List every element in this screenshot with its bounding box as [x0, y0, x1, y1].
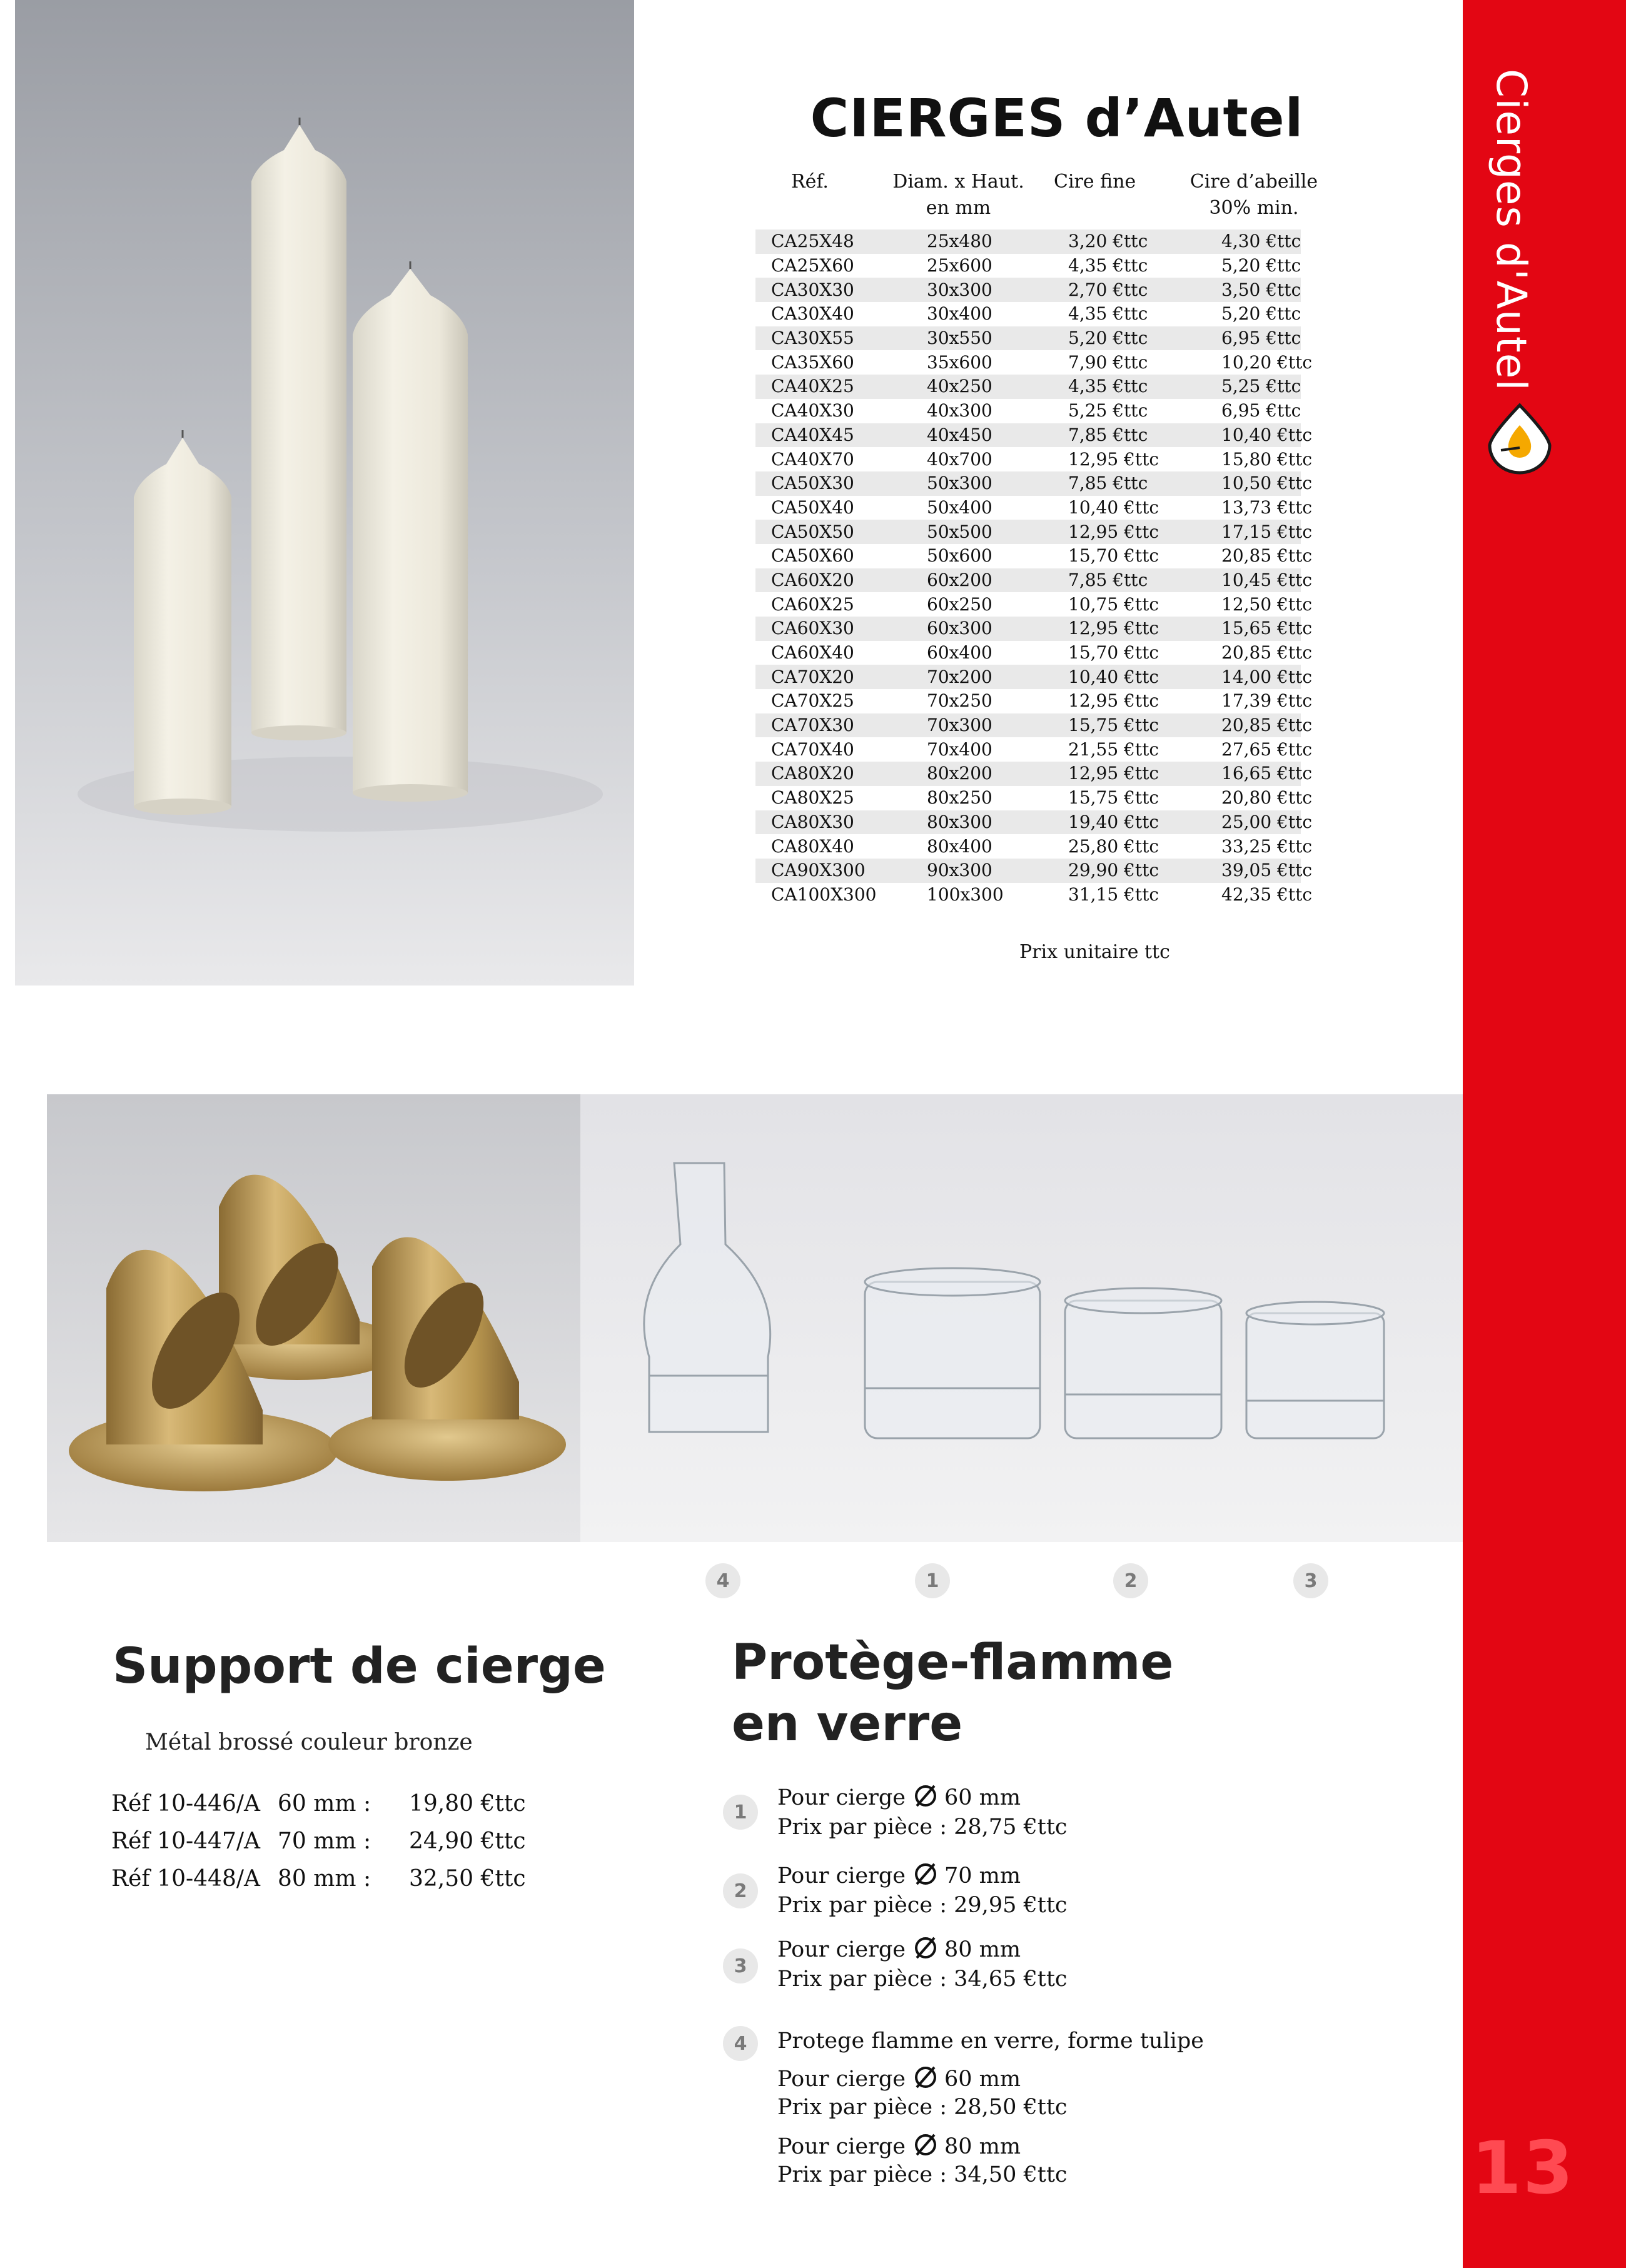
glass-item-for-candle: Pour cierge: [777, 1785, 906, 1810]
glass-item-price: 28,50 €ttc: [954, 2095, 1068, 2120]
cell-ref: CA60X20: [771, 569, 854, 590]
cell-cire-fine-price: 5,20 €ttc: [1068, 328, 1148, 349]
cell-cire-abeille-price: 20,85 €ttc: [1221, 642, 1313, 663]
cell-cire-abeille-price: 27,65 €ttc: [1221, 738, 1313, 760]
table-row: [755, 786, 1313, 810]
cell-cire-fine-price: 12,95 €ttc: [1068, 690, 1159, 712]
table-row: [755, 375, 1301, 399]
table-row: [755, 423, 1313, 448]
header-diameter-line2: en mm: [926, 197, 991, 219]
cell-cire-abeille-price: 5,20 €ttc: [1221, 303, 1301, 325]
price-table: [755, 229, 1313, 907]
page-title: CIERGES d’Autel: [810, 88, 1304, 149]
glass-item-size: 60 mm: [944, 2067, 1021, 2092]
cell-ref: CA50X40: [771, 496, 854, 518]
cell-cire-fine-price: 21,55 €ttc: [1068, 738, 1159, 760]
cell-cire-abeille-price: 20,80 €ttc: [1221, 787, 1313, 809]
side-section-title: Cierges d'Autel: [1487, 69, 1535, 391]
cell-cire-fine-price: 7,85 €ttc: [1068, 424, 1148, 445]
glass-flame-protectors-photo: [580, 1094, 1463, 1542]
header-cire-abeille-line1: Cire d’abeille: [1189, 171, 1318, 193]
glass-item-price: 28,75 €ttc: [954, 1815, 1068, 1840]
header-diameter: [891, 169, 1026, 221]
cell-cire-abeille-price: 13,73 €ttc: [1221, 496, 1313, 518]
cell-cire-fine-price: 4,35 €ttc: [1068, 255, 1148, 276]
glass-title: [732, 1632, 1173, 1755]
cell-ref: CA50X50: [771, 521, 854, 542]
glass-item-line2: [777, 2160, 1067, 2190]
table-row: [755, 278, 1301, 302]
cell-ref: CA25X60: [771, 255, 854, 276]
table-row: [755, 399, 1301, 423]
cell-dimensions: 80x250: [927, 787, 992, 809]
glass-item-for-candle: Pour cierge: [777, 2134, 906, 2159]
header-ref: [791, 169, 829, 195]
cell-cire-abeille-price: 20,85 €ttc: [1221, 545, 1313, 567]
cell-dimensions: 70x250: [927, 690, 992, 712]
cell-cire-abeille-price: 16,65 €ttc: [1221, 763, 1313, 784]
table-row: [755, 496, 1313, 520]
cell-cire-abeille-price: 15,65 €ttc: [1221, 618, 1313, 639]
cell-cire-fine-price: 31,15 €ttc: [1068, 884, 1159, 905]
cell-cire-abeille-price: 4,30 €ttc: [1221, 231, 1301, 252]
glass-item-for-candle: Pour cierge: [777, 1863, 906, 1888]
cell-ref: CA80X20: [771, 763, 854, 784]
glass-tulip-description: Protege flamme en verre, forme tulipe: [777, 2029, 1204, 2054]
cell-ref: CA60X30: [771, 618, 854, 639]
flame-logo-icon: [1482, 400, 1557, 475]
support-size: 60 mm :: [278, 1791, 371, 1817]
cell-ref: CA60X25: [771, 593, 854, 615]
cell-cire-fine-price: 10,75 €ttc: [1068, 593, 1159, 615]
cell-ref: CA70X30: [771, 715, 854, 736]
table-row: [755, 641, 1313, 665]
support-subtitle: Métal brossé couleur bronze: [145, 1730, 473, 1755]
cell-ref: CA100X300: [771, 884, 877, 905]
cell-cire-fine-price: 12,95 €ttc: [1068, 618, 1159, 639]
cell-ref: CA35X60: [771, 351, 854, 373]
diameter-icon: [912, 2064, 939, 2091]
cell-ref: CA30X40: [771, 303, 854, 325]
table-row: [755, 326, 1301, 351]
glass-item-badge: 4: [723, 2026, 758, 2061]
photo-badge: 4: [705, 1563, 740, 1598]
diameter-icon: [912, 2131, 939, 2159]
cell-dimensions: 50x400: [927, 496, 992, 518]
support-ref: Réf 10-447/A: [111, 1828, 260, 1854]
cell-dimensions: 90x300: [927, 860, 992, 881]
cell-ref: CA80X25: [771, 787, 854, 809]
cell-cire-abeille-price: 25,00 €ttc: [1221, 811, 1313, 832]
table-row: [755, 520, 1313, 544]
cell-ref: CA50X60: [771, 545, 854, 567]
cell-dimensions: 50x300: [927, 473, 992, 494]
cell-cire-abeille-price: 17,39 €ttc: [1221, 690, 1313, 712]
cell-ref: CA70X25: [771, 690, 854, 712]
support-price: 32,50 €ttc: [409, 1866, 526, 1892]
glass-item-line1: [777, 1934, 1021, 1965]
cell-cire-fine-price: 25,80 €ttc: [1068, 835, 1159, 857]
cell-cire-fine-price: 15,75 €ttc: [1068, 787, 1159, 809]
table-row: [755, 859, 1313, 883]
cell-dimensions: 25x480: [927, 231, 992, 252]
cell-dimensions: 80x300: [927, 811, 992, 832]
glass-item-line1: [777, 1782, 1021, 1813]
glass-item-size: 70 mm: [944, 1863, 1021, 1888]
cell-ref: CA70X40: [771, 738, 854, 760]
cell-dimensions: 40x300: [927, 400, 992, 421]
page-number: 13: [1471, 2126, 1575, 2210]
table-row: [755, 762, 1313, 786]
table-row: [755, 229, 1301, 254]
cell-dimensions: 60x400: [927, 642, 992, 663]
cell-cire-fine-price: 7,85 €ttc: [1068, 473, 1148, 494]
glass-item-price: 34,50 €ttc: [954, 2162, 1068, 2187]
cell-cire-abeille-price: 10,45 €ttc: [1221, 569, 1313, 590]
glass-item-price-label: Prix par pièce :: [777, 1815, 947, 1840]
table-row: [755, 254, 1301, 278]
cell-cire-abeille-price: 15,80 €ttc: [1221, 448, 1313, 470]
cell-ref: CA90X300: [771, 860, 866, 881]
support-title: Support de cierge: [113, 1638, 606, 1695]
glass-item-price-label: Prix par pièce :: [777, 2162, 947, 2187]
support-price-row: [111, 1791, 559, 1817]
glass-item-line1: [777, 1860, 1021, 1891]
glass-item-price-label: Prix par pièce :: [777, 2095, 947, 2120]
cell-cire-fine-price: 15,75 €ttc: [1068, 715, 1159, 736]
table-row: [755, 447, 1313, 471]
cell-cire-fine-price: 10,40 €ttc: [1068, 496, 1159, 518]
altar-candles-photo: [15, 0, 634, 985]
cell-cire-abeille-price: 10,50 €ttc: [1221, 473, 1313, 494]
glass-item-size: 80 mm: [944, 1937, 1021, 1962]
cell-dimensions: 40x250: [927, 376, 992, 397]
cell-cire-abeille-price: 10,40 €ttc: [1221, 424, 1313, 445]
cell-cire-abeille-price: 12,50 €ttc: [1221, 593, 1313, 615]
cell-ref: CA25X48: [771, 231, 854, 252]
glass-item-line2: [777, 2092, 1067, 2122]
cell-cire-fine-price: 29,90 €ttc: [1068, 860, 1159, 881]
table-row: [755, 471, 1313, 496]
glass-item-size: 60 mm: [944, 1785, 1021, 1810]
cell-cire-abeille-price: 5,25 €ttc: [1221, 376, 1301, 397]
photo-badge: 1: [915, 1563, 950, 1598]
glass-item-badge: 2: [723, 1873, 758, 1908]
price-note: Prix unitaire ttc: [1019, 941, 1170, 963]
bronze-candle-holders-photo: [47, 1094, 580, 1542]
cell-cire-fine-price: 4,35 €ttc: [1068, 303, 1148, 325]
table-row: [755, 544, 1313, 568]
glass-item-line1: [777, 2064, 1021, 2094]
cell-dimensions: 60x250: [927, 593, 992, 615]
cell-cire-abeille-price: 17,15 €ttc: [1221, 521, 1313, 542]
glass-title-line2: en verre: [732, 1696, 963, 1752]
header-ref-label: Réf.: [791, 171, 829, 193]
glass-item-for-candle: Pour cierge: [777, 1937, 906, 1962]
photo-badge: 3: [1293, 1563, 1328, 1598]
support-size: 70 mm :: [278, 1828, 371, 1854]
cell-ref: CA80X40: [771, 835, 854, 857]
glass-item-size: 80 mm: [944, 2134, 1021, 2159]
cell-cire-abeille-price: 42,35 €ttc: [1221, 884, 1313, 905]
glass-item-price-label: Prix par pièce :: [777, 1893, 947, 1918]
support-size: 80 mm :: [278, 1866, 371, 1892]
header-cire-abeille-line2: 30% min.: [1209, 197, 1299, 219]
glass-item-for-candle: Pour cierge: [777, 2067, 906, 2092]
header-cire-abeille: [1185, 169, 1323, 221]
cell-ref: CA40X70: [771, 448, 854, 470]
table-row: [755, 834, 1313, 859]
cell-cire-abeille-price: 14,00 €ttc: [1221, 666, 1313, 687]
cell-ref: CA80X30: [771, 811, 854, 832]
glass-item-badge: 3: [723, 1948, 758, 1983]
support-ref: Réf 10-446/A: [111, 1791, 260, 1817]
glass-item-price: 29,95 €ttc: [954, 1893, 1068, 1918]
cell-dimensions: 30x550: [927, 328, 992, 349]
cell-dimensions: 80x200: [927, 763, 992, 784]
table-row: [755, 568, 1313, 593]
table-row: [755, 302, 1301, 326]
cell-cire-abeille-price: 10,20 €ttc: [1221, 351, 1313, 373]
table-row: [755, 665, 1313, 689]
cell-ref: CA30X30: [771, 279, 854, 300]
support-price-row: [111, 1866, 559, 1892]
cell-cire-fine-price: 3,20 €ttc: [1068, 231, 1148, 252]
cell-cire-fine-price: 15,70 €ttc: [1068, 642, 1159, 663]
cell-dimensions: 40x700: [927, 448, 992, 470]
photo-badge: 2: [1113, 1563, 1148, 1598]
cell-dimensions: 40x450: [927, 424, 992, 445]
cell-ref: CA40X45: [771, 424, 854, 445]
cell-dimensions: 60x300: [927, 618, 992, 639]
cell-cire-fine-price: 5,25 €ttc: [1068, 400, 1148, 421]
diameter-icon: [912, 1782, 939, 1810]
cell-cire-abeille-price: 5,20 €ttc: [1221, 255, 1301, 276]
support-price-row: [111, 1828, 559, 1854]
cell-ref: CA70X20: [771, 666, 854, 687]
support-price: 19,80 €ttc: [409, 1791, 526, 1817]
header-diameter-line1: Diam. x Haut.: [892, 171, 1024, 193]
cell-cire-fine-price: 19,40 €ttc: [1068, 811, 1159, 832]
cell-dimensions: 70x300: [927, 715, 992, 736]
cell-cire-abeille-price: 3,50 €ttc: [1221, 279, 1301, 300]
cell-cire-abeille-price: 6,95 €ttc: [1221, 328, 1301, 349]
table-row: [755, 810, 1313, 835]
cell-ref: CA60X40: [771, 642, 854, 663]
cell-dimensions: 35x600: [927, 351, 992, 373]
cell-dimensions: 100x300: [927, 884, 1004, 905]
cell-ref: CA40X25: [771, 376, 854, 397]
glass-item-price-label: Prix par pièce :: [777, 1967, 947, 1992]
cell-cire-abeille-price: 20,85 €ttc: [1221, 715, 1313, 736]
glass-item-line2: [777, 1890, 1067, 1920]
table-row: [755, 737, 1313, 762]
table-row: [755, 883, 1313, 907]
diameter-icon: [912, 1860, 939, 1888]
cell-cire-fine-price: 2,70 €ttc: [1068, 279, 1148, 300]
cell-cire-fine-price: 4,35 €ttc: [1068, 376, 1148, 397]
cell-ref: CA30X55: [771, 328, 854, 349]
header-cire-fine: [1054, 169, 1136, 195]
cell-dimensions: 70x200: [927, 666, 992, 687]
support-ref: Réf 10-448/A: [111, 1866, 260, 1892]
cell-dimensions: 30x400: [927, 303, 992, 325]
cell-cire-fine-price: 10,40 €ttc: [1068, 666, 1159, 687]
cell-ref: CA40X30: [771, 400, 854, 421]
glass-item-line2: [777, 1964, 1067, 1994]
cell-cire-fine-price: 7,90 €ttc: [1068, 351, 1148, 373]
glass-title-line1: Protège-flamme: [732, 1635, 1174, 1691]
cell-cire-fine-price: 12,95 €ttc: [1068, 448, 1159, 470]
table-row: [755, 592, 1313, 617]
cell-cire-abeille-price: 6,95 €ttc: [1221, 400, 1301, 421]
table-row: [755, 617, 1313, 641]
cell-dimensions: 70x400: [927, 738, 992, 760]
diameter-icon: [912, 1934, 939, 1962]
cell-dimensions: 60x200: [927, 569, 992, 590]
cell-cire-abeille-price: 39,05 €ttc: [1221, 860, 1313, 881]
cell-ref: CA50X30: [771, 473, 854, 494]
cell-dimensions: 50x600: [927, 545, 992, 567]
header-cire-fine-label: Cire fine: [1054, 171, 1136, 193]
cell-dimensions: 25x600: [927, 255, 992, 276]
cell-cire-fine-price: 15,70 €ttc: [1068, 545, 1159, 567]
cell-cire-fine-price: 7,85 €ttc: [1068, 569, 1148, 590]
glass-item-badge: 1: [723, 1795, 758, 1830]
glass-item-price: 34,65 €ttc: [954, 1967, 1068, 1992]
cell-cire-fine-price: 12,95 €ttc: [1068, 763, 1159, 784]
support-price: 24,90 €ttc: [409, 1828, 526, 1854]
glass-item-line1: [777, 2131, 1021, 2162]
glass-item-line2: [777, 1812, 1067, 1842]
table-row: [755, 350, 1313, 375]
table-row: [755, 689, 1313, 713]
cell-cire-fine-price: 12,95 €ttc: [1068, 521, 1159, 542]
cell-dimensions: 30x300: [927, 279, 992, 300]
cell-cire-abeille-price: 33,25 €ttc: [1221, 835, 1313, 857]
cell-dimensions: 50x500: [927, 521, 992, 542]
cell-dimensions: 80x400: [927, 835, 992, 857]
table-row: [755, 713, 1313, 738]
